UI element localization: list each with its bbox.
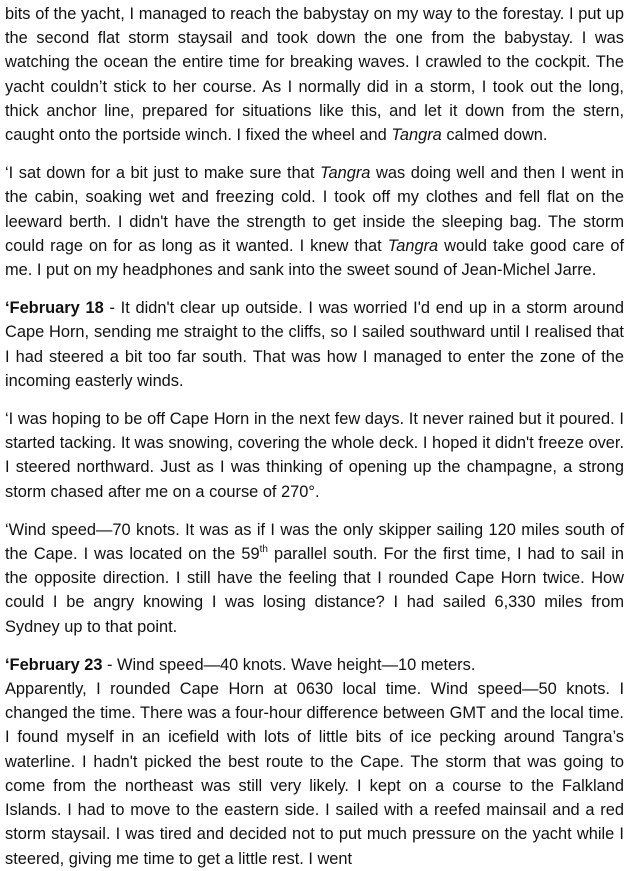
text-segment: calmed down. [441,126,548,145]
paragraph-cabin-rest [5,161,624,282]
text-segment: - Wind speed—40 knots. Wave height—10 meters. [102,655,476,674]
yacht-name-italic: Tangra [387,236,439,255]
yacht-name-italic: Tangra [391,126,442,145]
text-segment: ‘I was hoping to be off Cape Horn in the next few days. It never rained but it poured. I started tacking. It was snowing, covering the whole deck. I hoped it didn't freeze over. I steered northward. Just as I was thinking of opening up the champagne, a strong storm chased after me on a course of 270°. [5,410,624,501]
superscript-th: th [259,543,268,555]
paragraph-february-18 [5,296,624,393]
paragraph-february-23 [5,653,624,677]
date-heading-february-23: ‘February 23 [5,655,103,674]
text-segment: parallel south. For the first time, I had to sail in the opposite direction. I still have the feeling that I rounded Cape Horn twice. How could I be angry knowing I was losing distance? I had sailed 6,330 miles from Sydney up to that point. [5,545,625,636]
paragraph-cape-horn-hope [5,407,624,504]
text-segment: ‘I sat down for a bit just to make sure that [5,164,320,183]
paragraph-rounded-cape-horn [5,677,624,871]
text-segment: was doing well and then I went in the cabin, soaking wet and freezing cold. I took off my clothes and fell flat on the leeward berth. I didn't have the strength to get inside the sleeping bag. The storm could rage on for as long as it wanted. I knew that [5,164,624,255]
paragraph-storm-staysail [5,2,624,147]
text-segment: Apparently, I rounded Cape Horn at 0630 local time. Wind speed—50 knots. I changed the time. There was a four-hour difference between GMT and the local time. I found myself in an icefield with lots of little bits of ice pecking around Tangra’s waterline. I hadn't picked the best route to the Cape. The storm that was going to come from the northeast was still very likely. I kept on a course to the Falkland Islands. I had to move to the eastern side. I sailed with a reefed mainsail and a red storm staysail. I was tired and decided not to put much pressure on the yacht while I steered, giving me time to get a little rest. I went [5,680,624,868]
date-heading-february-18: ‘February 18 [5,299,104,318]
text-segment: ‘Wind speed—70 knots. It was as if I was the only skipper sailing 120 miles south of the Cape. I was located on the 59 [5,520,624,564]
paragraph-wind-speed-70 [5,518,624,639]
yacht-name-italic: Tangra [320,164,371,183]
text-segment: would take good care of me. I put on my headphones and sank into the sweet sound of Jean-Michel Jarre. [5,236,624,280]
text-segment: bits of the yacht, I managed to reach the babystay on my way to the forestay. I put up the second flat storm staysail and took down the one from the babystay. I was watching the ocean the entire time for breaking waves. I crawled to the cockpit. The yacht couldn’t stick to her course. As I normally did in a storm, I took out the long, thick anchor line, prepared for situations like this, and let it down from the stern, caught onto the portside winch. I fixed the wheel and [5,5,624,145]
text-segment: - It didn't clear up outside. I was worried I'd end up in a storm around Cape Horn, sending me straight to the cliffs, so I sailed southward until I realised that I had steered a bit too far south. That was how I managed to enter the zone of the incoming easterly winds. [5,299,624,390]
